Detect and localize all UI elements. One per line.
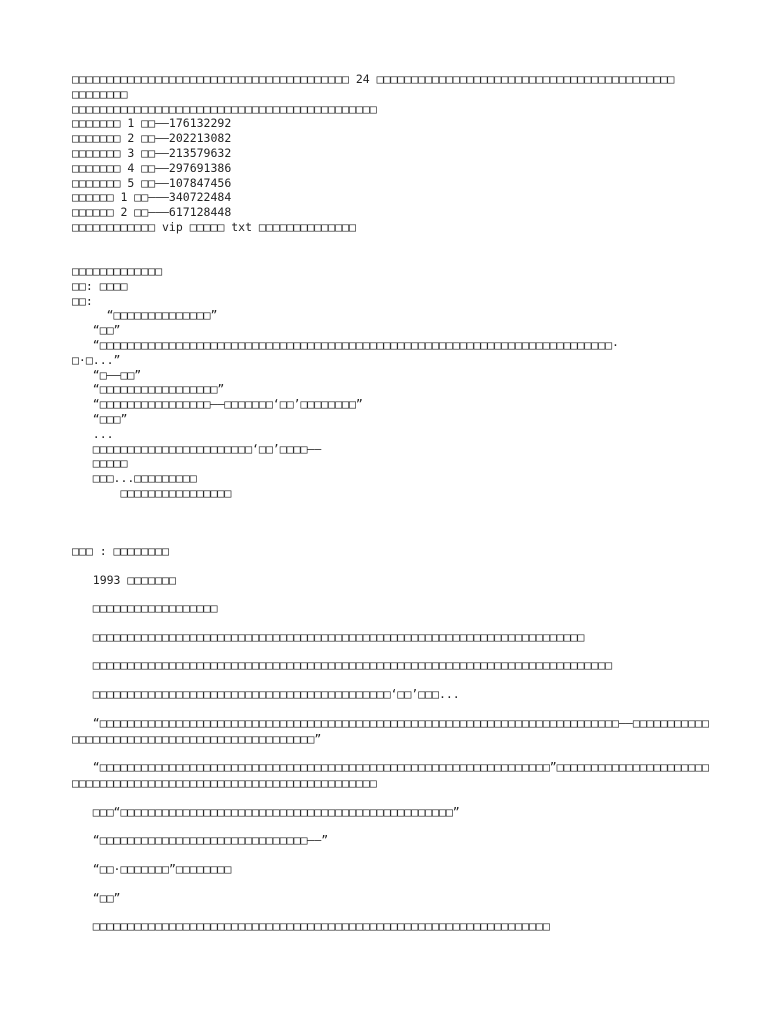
group-number-line: □□□□□□ 2 □□———617128448 xyxy=(72,205,232,220)
intro-line: “□□” xyxy=(72,323,121,338)
intro-line: ... xyxy=(72,426,114,441)
chapter-title: □□□ : □□□□□□□□ xyxy=(72,544,169,558)
group-number-line: □□□□□□□ 2 □□——202213082 xyxy=(72,131,232,146)
intro-line: “□□□□□□□□□□□□□□□□□□□□□□□□□□□□□□□□□□□□□□□□□□□□□□□□□□□□□□□□□□□□□□□□□□□□□□□□□□· xyxy=(72,337,619,352)
chapter-paragraph: “□□·□□□□□□□”□□□□□□□□ xyxy=(72,861,232,876)
intro-line: □□□...□□□□□□□□□ xyxy=(72,471,197,486)
chapter-paragraph: “□□” xyxy=(72,890,121,905)
notice-line: □□□□□□□□□□□□ vip □□□□□ txt □□□□□□□□□□□□□□ xyxy=(72,219,356,234)
chapter-paragraph: “□□□□□□□□□□□□□□□□□□□□□□□□□□□□□□□□□□□□□□□□□□□□□□□□□□□□□□□□□□□□□□□□□□□□□□□□□□□——□□□□□□□□□□□□□□□□□□□□□□□□□□□□□□□□□□□□□□□□□□□□□□” xyxy=(72,715,709,746)
group-number-line: □□□□□□ 1 □□———340722484 xyxy=(72,190,232,205)
group-number-line: □□□□□□□ 5 □□——107847456 xyxy=(72,175,232,190)
notice-line: □□□□□□□□ xyxy=(72,86,128,101)
notice-line: □□□□□□□□□□□□□□□□□□□□□□□□□□□□□□□□□□□□□□□□ 24 □□□□□□□□□□□□□□□□□□□□□□□□□□□□□□□□□□□□□□□□□□□ xyxy=(72,72,675,86)
chapter-paragraph: “□□□□□□□□□□□□□□□□□□□□□□□□□□□□□□——” xyxy=(72,833,329,848)
intro-line: □□□□□ xyxy=(72,456,128,471)
intro-line: □·□...” xyxy=(72,352,121,367)
group-number-line: □□□□□□□ 3 □□——213579632 xyxy=(72,145,232,160)
intro-line: □□□□□□□□□□□□□□□□ xyxy=(72,485,232,500)
intro-line: “□□□” xyxy=(72,411,128,426)
chapter-paragraph: “□□□□□□□□□□□□□□□□□□□□□□□□□□□□□□□□□□□□□□□□□□□□□□□□□□□□□□□□□□□□□□□□□”□□□□□□□□□□□□□□□□□□□□□□□□□□□□□□□□□□□□□□□□□□□□□□□□□□□□□□□□□□□□□□□□□□ xyxy=(72,760,709,791)
group-number-line: □□□□□□□ 4 □□——297691386 xyxy=(72,160,232,175)
chapter-paragraph: 1993 □□□□□□□ xyxy=(72,572,176,587)
group-number-line: □□□□□□□ 1 □□——176132292 xyxy=(72,116,232,131)
chapter-paragraph: □□□□□□□□□□□□□□□□□□□□□□□□□□□□□□□□□□□□□□□□□□□□□□□□□□□□□□□□□□□□□□□□□□ xyxy=(72,919,550,934)
notice-line: □□□□□□□□□□□□□□□□□□□□□□□□□□□□□□□□□□□□□□□□□□□□ xyxy=(72,101,377,116)
chapter-paragraph: □□□“□□□□□□□□□□□□□□□□□□□□□□□□□□□□□□□□□□□□□□□□□□□□□□□□” xyxy=(72,804,460,819)
chapter-paragraph: □□□□□□□□□□□□□□□□□□ xyxy=(72,601,218,616)
intro-line: □□□□□□□□□□□□□□□□□□□□□□□‘□□’□□□□—— xyxy=(72,441,322,456)
intro-summary-label: □□: xyxy=(72,293,93,308)
chapter-body xyxy=(72,543,712,947)
chapter-paragraph: □□□□□□□□□□□□□□□□□□□□□□□□□□□□□□□□□□□□□□□□□□□‘□□’□□□... xyxy=(72,686,460,701)
download-notice-block xyxy=(72,72,712,235)
intro-line: “□□□□□□□□□□□□□□□□——□□□□□□□‘□□’□□□□□□□□” xyxy=(72,397,363,412)
intro-line: “□□□□□□□□□□□□□□” xyxy=(72,308,218,323)
intro-line: “□——□□” xyxy=(72,367,142,382)
intro-author-line: □□: □□□□ xyxy=(72,278,128,293)
intro-line: “□□□□□□□□□□□□□□□□□” xyxy=(72,382,225,397)
chapter-paragraph: □□□□□□□□□□□□□□□□□□□□□□□□□□□□□□□□□□□□□□□□□□□□□□□□□□□□□□□□□□□□□□□□□□□□□□□ xyxy=(72,629,585,644)
intro-heading: □□□□□□□□□□□□□ xyxy=(72,264,163,278)
chapter-paragraph: □□□□□□□□□□□□□□□□□□□□□□□□□□□□□□□□□□□□□□□□□□□□□□□□□□□□□□□□□□□□□□□□□□□□□□□□□□□ xyxy=(72,658,613,673)
book-intro-block xyxy=(72,264,712,501)
